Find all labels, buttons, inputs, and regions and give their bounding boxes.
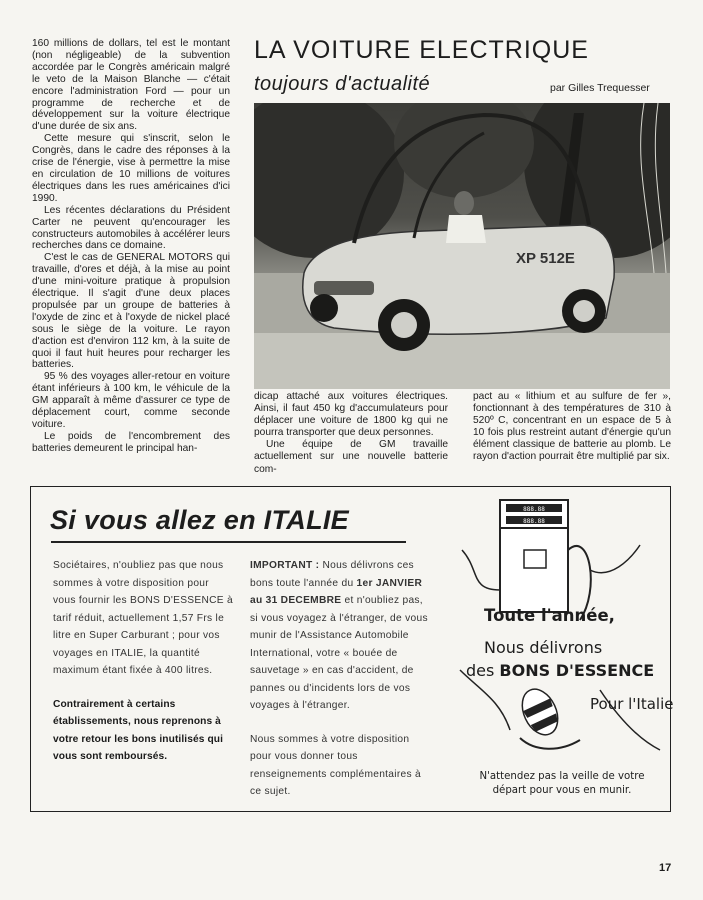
ad-footer-line: N'attendez pas la veille de votre	[479, 771, 645, 782]
ad-paragraph: Nous sommes à votre disposition pour vous donner tous renseignements complémentaires à ce sujet.	[250, 733, 421, 797]
ad-paragraph	[250, 557, 432, 715]
ad-footer	[462, 770, 662, 798]
slogan-italie: Pour l'Italie	[590, 695, 674, 713]
slogan-bons: BONS D'ESSENCE	[499, 661, 655, 680]
slogan-line-2: Nous délivrons	[484, 638, 603, 657]
ad-column-middle	[250, 557, 432, 801]
ad-footer-line: départ pour vous en munir.	[492, 785, 632, 796]
slogan-line-1: Toute l'année,	[484, 606, 615, 625]
article-middle-column	[254, 391, 448, 476]
paragraph: Les récentes déclarations du Président Carter ne peuvent qu'encourager les constructeurs automobiles à accélérer leurs recherches dans ce domaine.	[32, 204, 230, 252]
paragraph: dicap attaché aux voitures électriques. Ainsi, il faut 450 kg d'accumulateurs pour déplacer une voiture de 1800 kg qui ne pourra transporter que deux personnes.	[254, 391, 448, 439]
paragraph: 95 % des voyages aller-retour en voiture étant inférieurs à 100 km, le véhicule de la GM apparaît à même d'assurer ce type de déplacement court, comme seconde voiture.	[32, 371, 230, 430]
paragraph: C'est le cas de GENERAL MOTORS qui travaille, d'ores et déjà, à la mise au point d'une mini-voiture pratique à propulsion électrique. Il s'agit d'une deux places propulsée par un groupe de batteries à l'oxyde de zinc et à l'oxyde de nickel placé sous le siège de la voiture. Le rayon d'action est d'environ 112 km, à la suite de quoi il faut huit heures pour recharger les batteries.	[32, 252, 230, 371]
ad-text: Nous délivrons ces bons toute l'année du	[250, 560, 414, 589]
page-number: 17	[659, 862, 672, 874]
car-badge: XP 512E	[516, 250, 575, 267]
title-underline	[51, 541, 406, 543]
important-label: IMPORTANT :	[250, 560, 320, 571]
pump-display: 888.88	[523, 506, 545, 513]
article-left-column	[32, 38, 230, 455]
ad-bold-paragraph: Contrairement à certains établissements, nous reprenons à votre retour les bons inutilisés qui vous sont remboursés.	[53, 698, 224, 762]
ad-column-left	[53, 557, 233, 766]
date-range: 1er JANVIER au 31 DECEMBRE	[250, 577, 423, 606]
paragraph: 160 millions de dollars, tel est le montant (non négligeable) de la subvention accordée par le Congrès américain malgré le veto de la Maison Blanche — c'était encore l'administration Ford — pour un programme de recherche et de développement sur la voiture électrique d'une durée de six ans.	[32, 38, 230, 133]
article-byline: par Gilles Trequesser	[550, 82, 650, 94]
ad-text: et n'oubliez pas, si vous voyagez à l'étranger, de vous munir de l'Assistance Automobile International, votre « bouée de sauvetage » en cas d'accident, de pannes ou d'incidents lors de vos voyages à l'étranger.	[250, 595, 428, 711]
paragraph: Le poids de l'encombrement des batteries demeurent le principal han-	[32, 430, 230, 454]
car-photo	[254, 103, 670, 389]
pump-display: 888.88	[523, 518, 545, 525]
ad-title: Si vous allez en ITALIE	[50, 505, 349, 535]
electric-car-illustration	[254, 103, 670, 389]
paragraph: Une équipe de GM travaille actuellement sur une nouvelle batterie com-	[254, 439, 448, 475]
ad-paragraph: Sociétaires, n'oubliez pas que nous sommes à votre disposition pour vous fournir les BONS D'ESSENCE à tarif réduit, actuellement 1,57 Frs le litre en Super Carburant ; pour vos voyages en ITALIE, la quantité maximum étant fixée à 400 litres.	[53, 560, 233, 676]
article-title: LA VOITURE ELECTRIQUE	[254, 36, 589, 64]
paragraph: pact au « lithium et au sulfure de fer », fonctionnant à des températures de 310 à 520º C, concentrant en un espace de 5 à 10 fois plus restreint autant d'énergie qu'un élément classique de batterie au plomb. Le rayon d'action pourrait être multiplié par six.	[473, 391, 671, 463]
slogan-line-3	[466, 661, 654, 680]
article-subtitle: toujours d'actualité	[254, 73, 431, 95]
slogan-prefix: des	[466, 661, 500, 680]
article-right-column	[473, 391, 671, 464]
paragraph: Cette mesure qui s'inscrit, selon le Congrès, dans le cadre des réponses à la crise de l'énergie, vise à permettre la mise en circulation de 10 millions de voitures électriques dans les rues américaines d'ici 1990.	[32, 133, 230, 204]
